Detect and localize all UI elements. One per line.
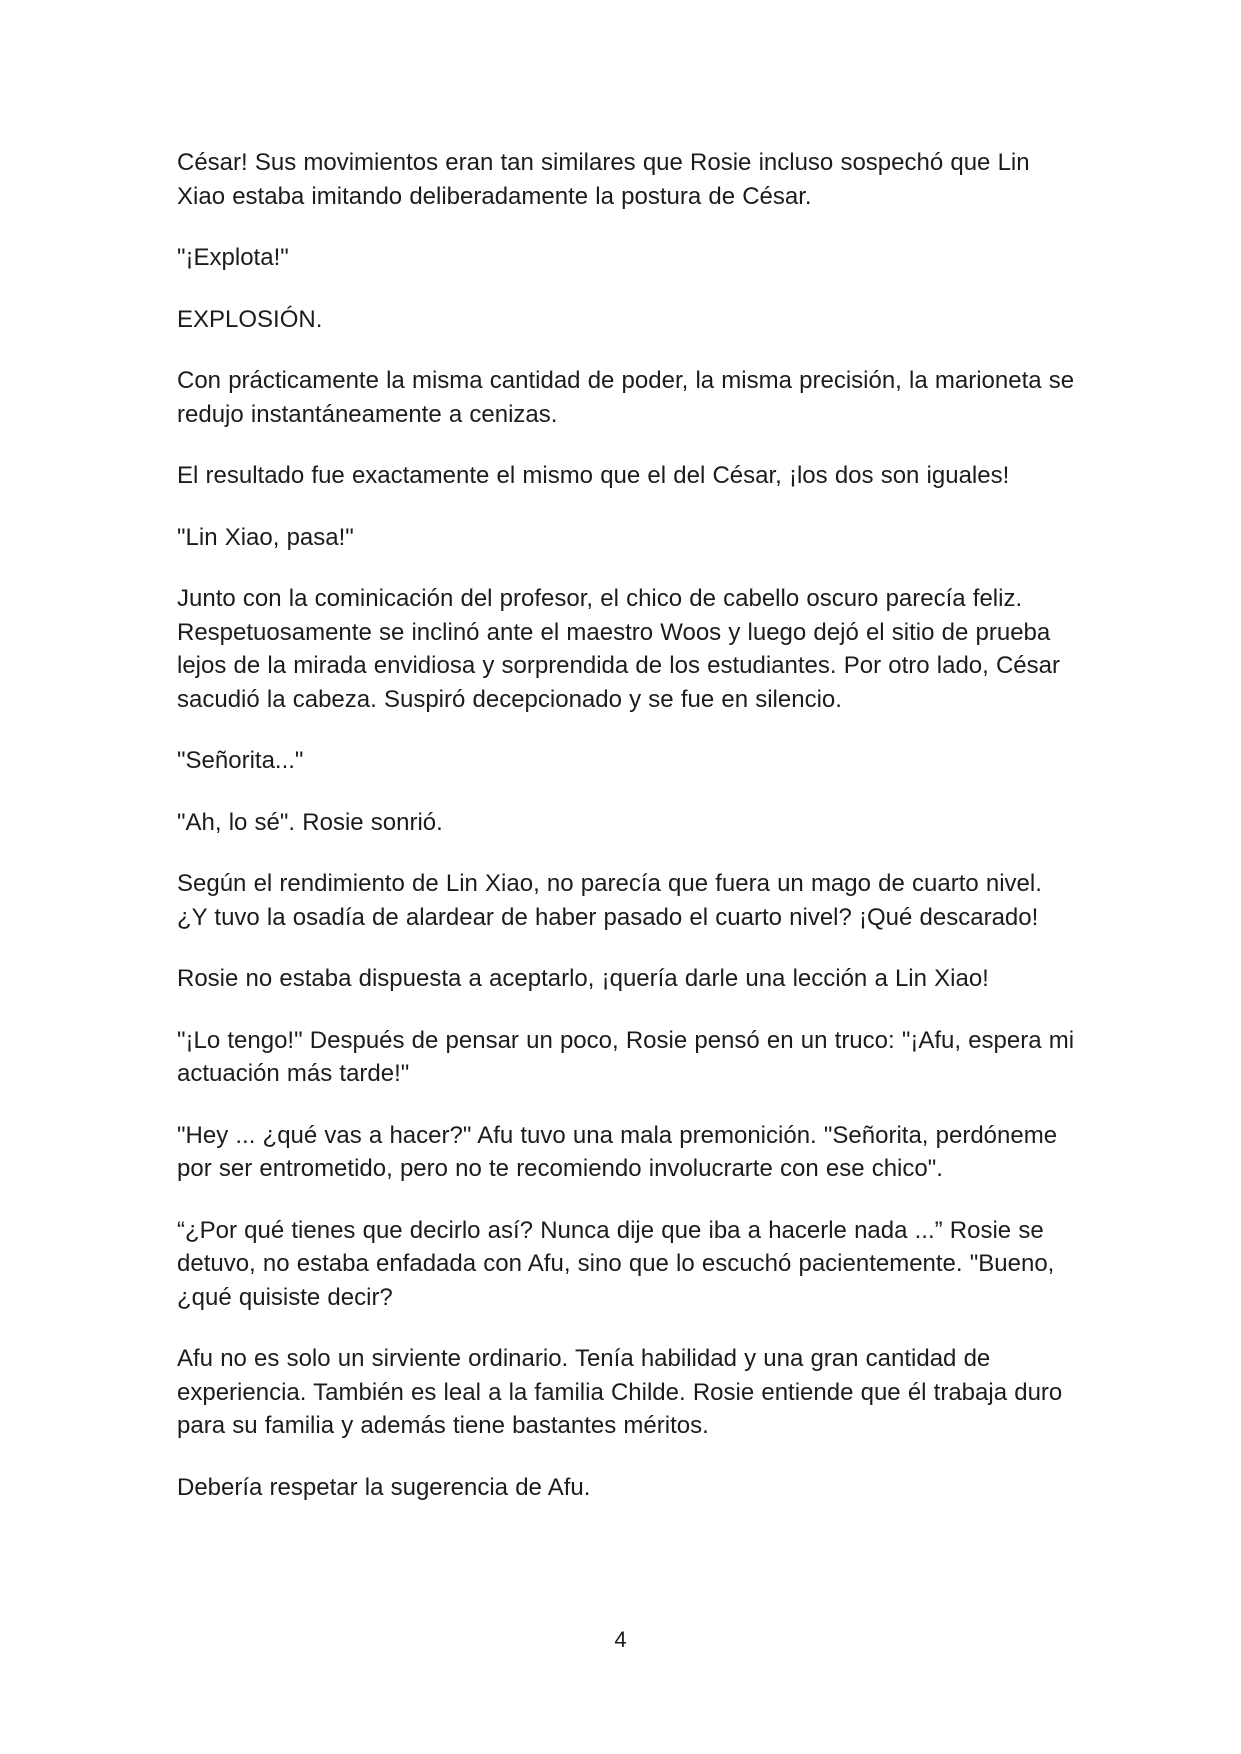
paragraph: "Señorita..." bbox=[177, 747, 304, 774]
paragraph: EXPLOSIÓN. bbox=[177, 305, 323, 333]
paragraph: César! Sus movimientos eran tan similares que Rosie incluso sospechó que Lin Xiao estaba imitando deliberadamente la postura de César. bbox=[177, 149, 1030, 210]
paragraph: "¡Lo tengo!" Después de pensar un poco, Rosie pensó en un truco: "¡Afu, espera mi actuación más tarde!" bbox=[177, 1026, 1075, 1087]
paragraph: Rosie no estaba dispuesta a aceptarlo, ¡quería darle una lección a Lin Xiao! bbox=[177, 965, 989, 992]
paragraph: Afu no es solo un sirviente ordinario. Tenía habilidad y una gran cantidad de experiencia. También es leal a la familia Childe. Rosie entiende que él trabaja duro para su familia y además tiene bastantes méritos. bbox=[177, 1345, 1063, 1439]
paragraph: Debería respetar la sugerencia de Afu. bbox=[177, 1473, 591, 1501]
paragraph: "Hey ... ¿qué vas a hacer?" Afu tuvo una mala premonición. "Señorita, perdóneme por ser entrometido, pero no te recomiendo involucrarte con ese chico". bbox=[177, 1121, 1058, 1182]
paragraph: Con prácticamente la misma cantidad de poder, la misma precisión, la marioneta se redujo instantáneamente a cenizas. bbox=[177, 367, 1075, 428]
paragraph: El resultado fue exactamente el mismo que el del César, ¡los dos son iguales! bbox=[177, 462, 1010, 489]
paragraph: "¡Explota!" bbox=[177, 244, 289, 271]
paragraph: Junto con la cominicación del profesor, el chico de cabello oscuro parecía feliz. Respetuosamente se inclinó ante el maestro Woos y luego dejó el sitio de prueba lejos de la mirada envidiosa y sorprendida de los estudiantes. Por otro lado, César sacudió la cabeza. Suspiró decepcionado y se fue en silencio. bbox=[177, 585, 1060, 713]
paragraph: “¿Por qué tienes que decirlo así? Nunca dije que iba a hacerle nada ...” Rosie se detuvo, no estaba enfadada con Afu, sino que lo escuchó pacientemente. "Bueno, ¿qué quisiste decir? bbox=[177, 1216, 1055, 1311]
paragraph: "Ah, lo sé". Rosie sonrió. bbox=[177, 808, 443, 836]
paragraph: "Lin Xiao, pasa!" bbox=[177, 523, 354, 551]
page-number: 4 bbox=[614, 1627, 627, 1652]
page-body bbox=[177, 146, 1077, 1532]
paragraph: Según el rendimiento de Lin Xiao, no parecía que fuera un mago de cuarto nivel. ¿Y tuvo la osadía de alardear de haber pasado el cuarto nivel? ¡Qué descarado! bbox=[177, 870, 1042, 931]
